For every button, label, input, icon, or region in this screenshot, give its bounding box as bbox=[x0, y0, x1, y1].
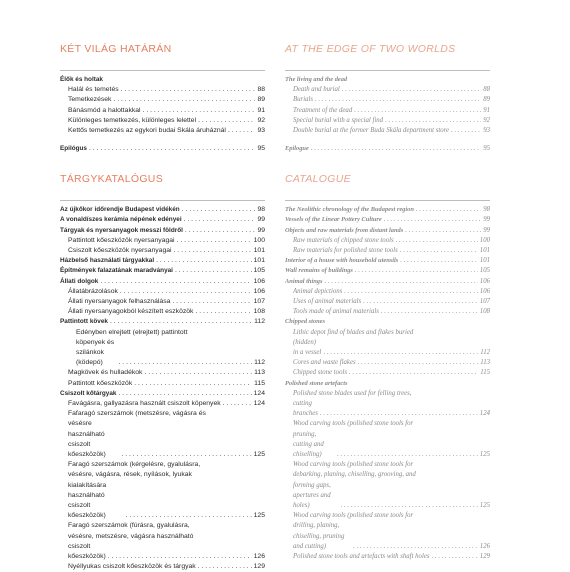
toc-entry-page: 92 bbox=[257, 116, 265, 124]
toc-entry-label: Magkövek és hulladékok bbox=[68, 369, 143, 377]
toc-entry[interactable] bbox=[285, 216, 490, 226]
toc-entry-label: Építmények falazatának maradványai bbox=[60, 267, 173, 275]
toc-entry-page: 106 bbox=[253, 287, 265, 295]
toc-entry[interactable] bbox=[60, 205, 265, 215]
toc-entry-page: 95 bbox=[257, 145, 265, 153]
toc-entry-label: Nyéllyukas csiszolt kőeszközök és tárgyak bbox=[68, 563, 196, 571]
toc-entry-label: kialakítására használható csiszolt kőeszközök) bbox=[68, 481, 107, 520]
toc-entry[interactable] bbox=[285, 85, 490, 95]
toc-entry-label: Objects and raw materials from distant lands bbox=[285, 226, 404, 234]
toc-multi[interactable] bbox=[60, 521, 265, 562]
toc-entry-label: Állati nyersanyagokból készített eszközök bbox=[68, 308, 194, 316]
toc-entry-label: Animal depictions bbox=[293, 287, 343, 295]
toc-entry-label: Pattintott kövek bbox=[60, 318, 108, 326]
toc-entry-page: 106 bbox=[479, 287, 490, 295]
toc-entry[interactable] bbox=[60, 307, 265, 317]
toc-entry-page: 106 bbox=[253, 277, 265, 285]
toc-entry-page: 98 bbox=[483, 206, 490, 214]
toc-entry[interactable] bbox=[60, 106, 265, 116]
toc-entry-page: 112 bbox=[254, 359, 265, 367]
divider bbox=[285, 200, 490, 201]
toc-entry-label: forming gaps, apertures and holes) bbox=[293, 481, 331, 509]
toc-entry-page: 105 bbox=[253, 267, 265, 275]
toc-entry-label: Interior of a house with household utensils bbox=[285, 257, 399, 265]
toc-entry-page: 115 bbox=[254, 379, 265, 387]
toc-entry-label: pruning, cutting and chiselling) bbox=[293, 430, 324, 458]
toc-entry-page: 129 bbox=[253, 563, 265, 571]
toc-entry-label: Wall remains of buildings bbox=[285, 267, 353, 275]
toc-entry-label: The living and the dead bbox=[285, 75, 348, 83]
toc-entry[interactable] bbox=[285, 368, 490, 378]
toc-entry-label: Temetkezések bbox=[68, 96, 112, 104]
toc-entry-page: 101 bbox=[479, 257, 490, 265]
toc-entry[interactable] bbox=[60, 126, 265, 136]
toc-entry-label: Élők és holtak bbox=[60, 75, 103, 83]
toc-entry[interactable] bbox=[60, 399, 265, 409]
toc-multi[interactable] bbox=[285, 328, 490, 359]
section-title: AT THE EDGE OF TWO WORLDS bbox=[285, 43, 456, 55]
toc-entry-label: Death and burial bbox=[293, 86, 340, 94]
toc-entry[interactable] bbox=[285, 106, 490, 116]
toc-entry-page: 99 bbox=[257, 226, 265, 234]
toc-multi[interactable] bbox=[285, 419, 490, 460]
toc-entry-label: (hidden) in a vessel bbox=[293, 338, 322, 356]
toc-entry-label: Állati dolgok bbox=[60, 277, 99, 285]
section-title: CATALOGUE bbox=[285, 173, 351, 186]
toc-entry-page: 91 bbox=[257, 106, 265, 114]
toc-entry[interactable] bbox=[60, 256, 265, 266]
toc-entry-label: drilling, planing, chiselling, pruning and cutting) bbox=[293, 522, 345, 550]
toc-group bbox=[60, 75, 265, 136]
toc-entry-label: Az újkőkor időrendje Budapest vidékén bbox=[60, 206, 180, 214]
toc-entry-label: Kettős temetkezés az egykori budai Skála áruháznál bbox=[68, 126, 226, 134]
toc-entry-label: Faragó szerszámok (fúrásra, gyalulásra, bbox=[68, 522, 190, 530]
toc-entry-page: 125 bbox=[253, 512, 265, 520]
toc-entry-page: 100 bbox=[479, 236, 490, 244]
toc-entry-page: 126 bbox=[479, 542, 490, 550]
toc-entry-label: Házbelső használati tárgyakkal bbox=[60, 257, 155, 265]
toc-entry-label: Uses of animal materials bbox=[293, 297, 362, 305]
toc-entry-page: 115 bbox=[480, 369, 490, 377]
toc-entry-page: 95 bbox=[483, 145, 490, 153]
toc-entry[interactable] bbox=[285, 256, 490, 266]
toc-entry-label: Double burial at the former Buda Skála department store bbox=[293, 126, 450, 134]
toc-entry-page: 113 bbox=[254, 369, 265, 377]
toc-entry-page: 88 bbox=[257, 86, 265, 94]
toc-group bbox=[285, 552, 490, 562]
toc-entry-label: Chipped stone tools bbox=[293, 369, 347, 377]
toc-entry[interactable] bbox=[60, 95, 265, 105]
toc-entry-page: 112 bbox=[254, 318, 265, 326]
toc-entry[interactable] bbox=[285, 226, 490, 236]
section-title: KÉT VILÁG HATÁRÁN bbox=[60, 43, 172, 55]
toc-entry-page: 99 bbox=[483, 226, 490, 234]
toc-entry-label: Favágásra, gallyazásra használt csiszolt köpenyek bbox=[68, 399, 221, 407]
toc-entry[interactable] bbox=[285, 205, 490, 215]
toc-entry-label: Cores and waste flakes bbox=[293, 359, 356, 367]
toc-entry[interactable] bbox=[60, 317, 265, 327]
toc-entry-page: 113 bbox=[480, 359, 490, 367]
toc-entry[interactable] bbox=[285, 95, 490, 105]
toc-entry-page: 124 bbox=[479, 410, 490, 418]
toc-entry-page: 124 bbox=[253, 399, 265, 407]
toc-entry-label: Bánásmód a halottakkal bbox=[68, 106, 141, 114]
toc-group bbox=[60, 205, 265, 327]
toc-entry-label: vésésre, vágásra, rések, nyílások, lyukak bbox=[68, 471, 192, 479]
toc-entry-page: 106 bbox=[479, 277, 490, 285]
toc-entry-label: Raw materials of chipped stone tools bbox=[293, 236, 394, 244]
toc-column-english bbox=[285, 38, 490, 562]
toc-entry-label: Állati nyersanyagok felhasználása bbox=[68, 297, 171, 305]
toc-entry[interactable] bbox=[285, 246, 490, 256]
toc-entry-page: 93 bbox=[257, 126, 265, 134]
toc-entry-label: Polished stone tools and artefacts with shaft holes bbox=[293, 552, 430, 560]
toc-entry[interactable] bbox=[285, 144, 490, 154]
toc-entry-label: Raw materials for polished stone tools bbox=[293, 247, 398, 255]
toc-multi[interactable] bbox=[60, 460, 265, 521]
toc-entry[interactable] bbox=[60, 236, 265, 246]
toc-entry-page: 105 bbox=[479, 267, 490, 275]
toc-entry-label: Különleges temetkezés, különleges lelettel bbox=[68, 116, 197, 124]
toc-entry[interactable] bbox=[60, 116, 265, 126]
toc-entry[interactable] bbox=[285, 126, 490, 136]
toc-entry[interactable] bbox=[60, 85, 265, 95]
toc-entry[interactable] bbox=[285, 317, 490, 327]
toc-entry[interactable] bbox=[60, 379, 265, 389]
toc-entry-label: The Neolithic chronology of the Budapest region bbox=[285, 206, 414, 214]
divider bbox=[285, 70, 490, 71]
divider bbox=[60, 70, 265, 71]
toc-entry-page: 99 bbox=[483, 216, 490, 224]
toc-entry-label: köpenyek és szilánkok (ködepó) bbox=[76, 338, 115, 367]
toc-entry-page: 101 bbox=[479, 247, 490, 255]
toc-entry[interactable] bbox=[60, 144, 265, 154]
toc-entry[interactable] bbox=[285, 287, 490, 297]
toc-entry-page: 92 bbox=[483, 116, 490, 124]
toc-entry-label: Epilógus bbox=[60, 145, 87, 153]
toc-entry[interactable] bbox=[285, 277, 490, 287]
toc-entry[interactable] bbox=[285, 552, 490, 562]
toc-entry-page: 124 bbox=[253, 389, 265, 397]
toc-entry-label: Polished stone artefacts bbox=[285, 379, 348, 387]
toc-group bbox=[60, 562, 265, 572]
toc-entry[interactable] bbox=[285, 297, 490, 307]
section-title: TÁRGYKATALÓGUS bbox=[60, 173, 163, 186]
toc-entry-label: Tárgyak és nyersanyagok messzi földről bbox=[60, 226, 183, 234]
toc-entry[interactable] bbox=[285, 236, 490, 246]
toc-entry[interactable] bbox=[60, 266, 265, 276]
toc-entry-label: Állatábrázolások bbox=[68, 287, 118, 295]
toc-entry-page: 88 bbox=[483, 86, 490, 94]
toc-entry-label: Pattintott kőeszközök bbox=[68, 379, 133, 387]
toc-multi[interactable] bbox=[285, 460, 490, 511]
toc-entry-page: 126 bbox=[253, 552, 265, 560]
toc-multi[interactable] bbox=[60, 328, 265, 369]
toc-entry-label: Wood carving tools (polished stone tools for bbox=[293, 420, 414, 428]
toc-entry[interactable] bbox=[60, 368, 265, 378]
toc-entry[interactable] bbox=[285, 307, 490, 317]
toc-entry-label: Pattintott kőeszközök nyersanyagai bbox=[68, 236, 175, 244]
toc-entry-label: Burials bbox=[293, 96, 314, 104]
toc-entry-label: Treatment of the dead bbox=[293, 106, 353, 114]
toc-entry-label: Tools made of animal materials bbox=[293, 308, 379, 316]
toc-entry[interactable] bbox=[60, 297, 265, 307]
toc-entry-page: 98 bbox=[257, 206, 265, 214]
toc-entry[interactable] bbox=[60, 277, 265, 287]
toc-entry[interactable] bbox=[60, 216, 265, 226]
toc-entry[interactable] bbox=[60, 562, 265, 572]
toc-entry-label: Csiszolt kőtárgyak bbox=[60, 389, 117, 397]
toc-entry-label: Special burial with a special find bbox=[293, 116, 384, 124]
toc-entry-label: Wood carving tools (polished stone tools for bbox=[293, 512, 414, 520]
toc-group bbox=[285, 358, 490, 389]
toc-entry-label: Edényben elrejtett (elrejtett) pattintott bbox=[76, 328, 188, 336]
toc-entry-label: Wood carving tools (polished stone tools for bbox=[293, 461, 414, 469]
toc-entry-page: 100 bbox=[253, 236, 265, 244]
toc-entry-label: debarking, planing, chiselling, grooving, and bbox=[293, 471, 416, 479]
toc-entry-label: Faragó szerszámok (kérgelésre, gyalulásra, bbox=[68, 461, 201, 469]
toc-entry-page: 101 bbox=[253, 257, 265, 265]
toc-entry-label: vésésre, metszésre, vágásra használható bbox=[68, 532, 194, 540]
toc-entry-page: 89 bbox=[257, 96, 265, 104]
toc-entry-label: vésésre használható csiszolt kőeszközök) bbox=[68, 420, 106, 458]
toc-entry-label: Fafaragó szerszámok (metszésre, vágásra és bbox=[68, 410, 206, 418]
toc-entry-page: 89 bbox=[483, 96, 490, 104]
toc-entry-page: 107 bbox=[253, 297, 265, 305]
toc-entry-page: 108 bbox=[479, 308, 490, 316]
toc-entry-page: 125 bbox=[253, 450, 265, 458]
toc-entry-label: Chipped stones bbox=[285, 318, 325, 326]
toc-entry[interactable] bbox=[60, 287, 265, 297]
toc-multi[interactable] bbox=[60, 409, 265, 460]
toc-column-hungarian bbox=[60, 38, 265, 572]
toc-entry-label: Polished stone blades used for felling trees, bbox=[293, 389, 412, 397]
toc-entry[interactable] bbox=[285, 75, 490, 85]
toc-entry[interactable] bbox=[60, 389, 265, 399]
toc-entry[interactable] bbox=[285, 116, 490, 126]
toc-entry-label: Vessels of the Linear Pottery Culture bbox=[285, 216, 382, 224]
toc-entry-page: 107 bbox=[479, 297, 490, 305]
toc-entry-label: Epilogue bbox=[285, 145, 309, 153]
toc-group bbox=[285, 75, 490, 136]
divider bbox=[60, 200, 265, 201]
toc-entry-page: 101 bbox=[253, 247, 265, 255]
toc-entry-page: 112 bbox=[480, 348, 490, 356]
toc-entry-label: Lithic depot find of blades and flakes buried bbox=[293, 328, 414, 336]
toc-entry-label: A vonaldíszes kerámia népének edényei bbox=[60, 216, 182, 224]
toc-entry-page: 91 bbox=[483, 106, 490, 114]
toc-group bbox=[60, 368, 265, 409]
toc-multi[interactable] bbox=[285, 511, 490, 552]
toc-entry-label: cutting branches bbox=[293, 399, 318, 418]
toc-entry-label: Animal things bbox=[285, 277, 323, 285]
toc-group bbox=[285, 205, 490, 327]
toc-entry-page: 125 bbox=[479, 450, 490, 458]
toc-entry[interactable] bbox=[285, 379, 490, 389]
toc-entry-page: 125 bbox=[479, 501, 490, 509]
toc-entry-page: 129 bbox=[479, 552, 490, 560]
toc-entry-label: Halál és temetés bbox=[68, 86, 119, 94]
toc-entry-label: csiszolt kőeszközök) bbox=[68, 542, 106, 560]
toc-entry[interactable] bbox=[60, 246, 265, 256]
toc-multi[interactable] bbox=[285, 389, 490, 420]
toc-entry-page: 93 bbox=[483, 126, 490, 134]
toc-entry-label: Csiszolt kőeszközök nyersanyagai bbox=[68, 247, 172, 255]
toc-entry[interactable] bbox=[60, 226, 265, 236]
toc-entry[interactable] bbox=[285, 358, 490, 368]
toc-entry-page: 108 bbox=[253, 308, 265, 316]
toc-entry[interactable] bbox=[285, 266, 490, 276]
toc-entry-page: 99 bbox=[257, 216, 265, 224]
toc-entry[interactable] bbox=[60, 75, 265, 85]
